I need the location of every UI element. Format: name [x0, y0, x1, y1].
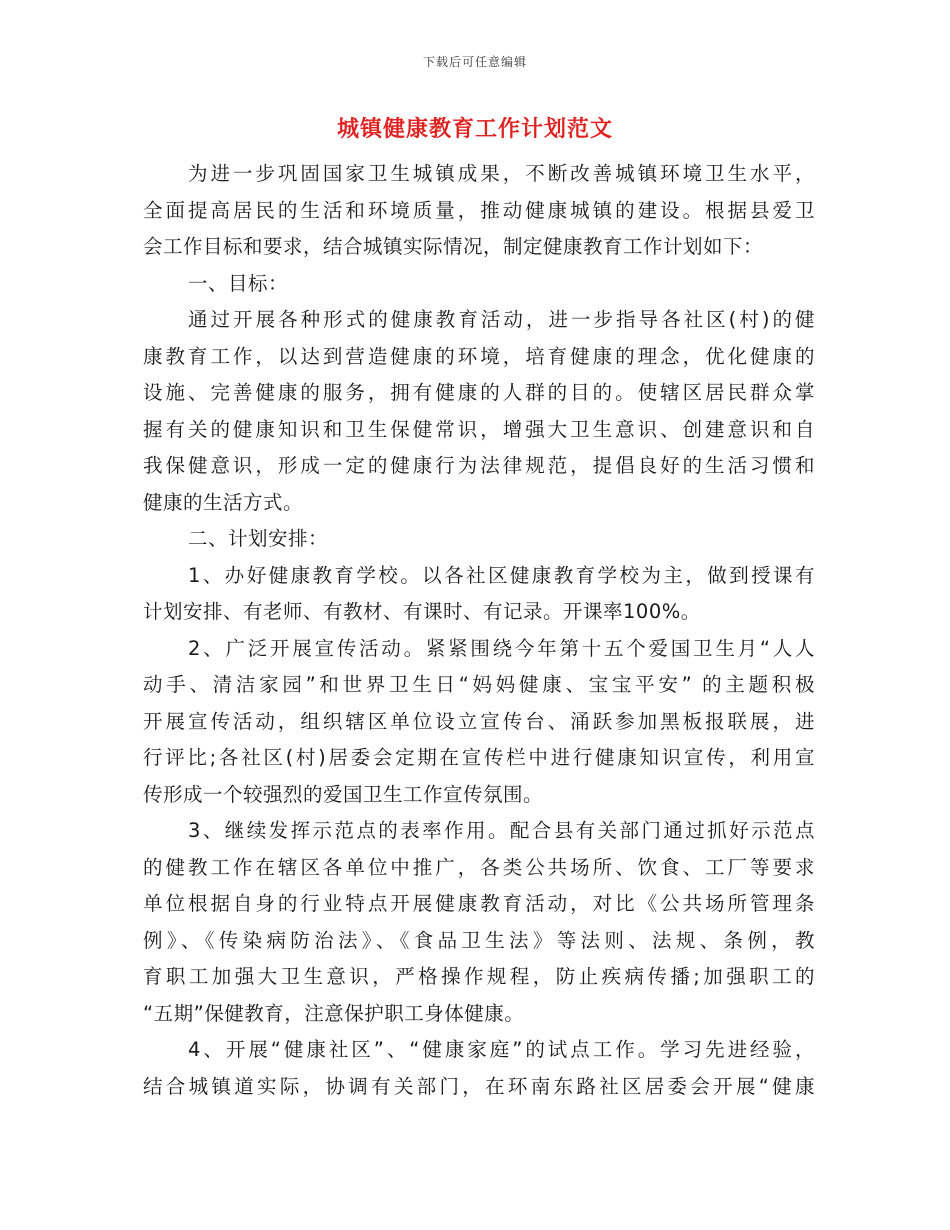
text-line: 开展宣传活动，组织辖区单位设立宣传台、涌跃参加黑板报联展，进 [143, 709, 815, 733]
text-line: 2、广泛开展宣传活动。紧紧围绕今年第十五个爱国卫生月“人人 [188, 636, 815, 660]
text-line: 例》、《传染病防治法》、《食品卫生法》等法则、法规、条例，教 [143, 928, 815, 952]
text-line: 为进一步巩固国家卫生城镇成果，不断改善城镇环境卫生水平， [188, 162, 815, 185]
text-line: 动手、清洁家园”和世界卫生日“妈妈健康、宝宝平安” 的主题积极 [143, 673, 815, 696]
text-line: 1、办好健康教育学校。以各社区健康教育学校为主，做到授课有 [188, 563, 815, 587]
text-line: 康教育工作，以达到营造健康的环境，培育健康的理念，优化健康的 [143, 344, 815, 368]
text-line: 的健教工作在辖区各单位中推广，各类公共场所、饮食、工厂等要求 [143, 855, 815, 879]
document-title: 城镇健康教育工作计划范文 [336, 117, 613, 142]
text-line: 3、继续发挥示范点的表率作用。配合县有关部门通过抓好示范点 [188, 819, 815, 842]
text-line: 一、目标： [188, 271, 289, 295]
text-line: 二、计划安排： [188, 527, 329, 550]
text-line: 通过开展各种形式的健康教育活动，进一步指导各社区(村)的健 [188, 308, 815, 331]
header-note: 下载后可任意编辑 [422, 55, 527, 69]
text-line: 4、开展“健康社区”、“健康家庭”的试点工作。学习先进经验， [188, 1038, 815, 1061]
text-line: 设施、完善健康的服务，拥有健康的人群的目的。使辖区居民群众掌 [143, 381, 815, 404]
text-line: 传形成一个较强烈的爱国卫生工作宣传氛围。 [143, 782, 544, 806]
text-line: 育职工加强大卫生意识，严格操作规程，防止疾病传播;加强职工的 [143, 965, 815, 988]
text-line: 握有关的健康知识和卫生保健常识，增强大卫生意识、创建意识和自 [143, 417, 815, 441]
text-line: 行评比;各社区(村)居委会定期在宣传栏中进行健康知识宣传，利用宣 [143, 746, 815, 769]
text-line: 计划安排、有老师、有教材、有课时、有记录。开课率100%。 [143, 600, 701, 623]
text-line: 结合城镇道实际，协调有关部门，在环南东路社区居委会开展“健康 [143, 1074, 815, 1098]
text-line: 我保健意识，形成一定的健康行为法律规范，提倡良好的生活习惯和 [143, 454, 815, 477]
text-line: 健康的生活方式。 [143, 490, 304, 514]
text-line: 会工作目标和要求，结合城镇实际情况，制定健康教育工作计划如下： [143, 235, 764, 258]
document-body [143, 156, 815, 1105]
text-line: 全面提高居民的生活和环境质量，推动健康城镇的建设。根据县爱卫 [143, 198, 815, 222]
text-line: “五期”保健教育，注意保护职工身体健康。 [143, 1001, 525, 1025]
text-line: 单位根据自身的行业特点开展健康教育活动，对比《公共场所管理条 [143, 892, 815, 915]
